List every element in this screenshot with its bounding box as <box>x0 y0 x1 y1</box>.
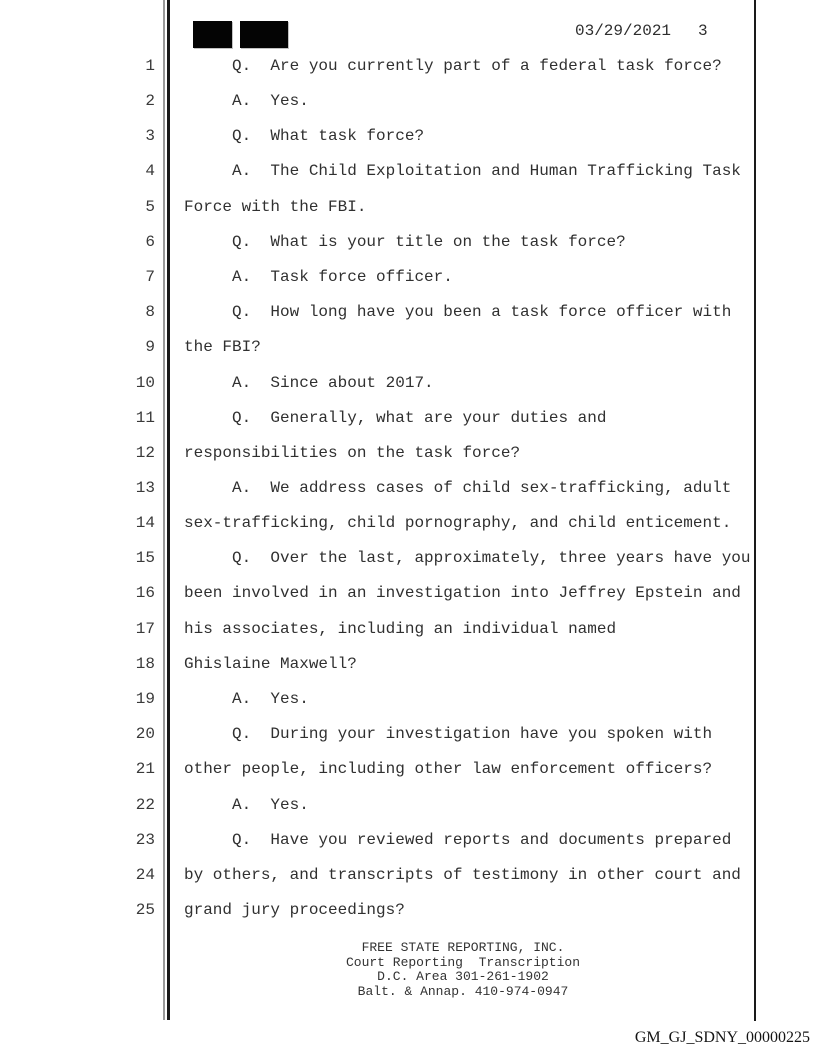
transcript-line: Q. Have you reviewed reports and documents prepared <box>184 831 732 849</box>
transcript-row <box>0 584 816 602</box>
transcript-line: A. Yes. <box>184 92 309 110</box>
transcript-line: sex-trafficking, child pornography, and child enticement. <box>184 514 732 532</box>
transcript-line: A. We address cases of child sex-trafficking, adult <box>184 479 732 497</box>
header-page-number: 3 <box>698 22 708 40</box>
transcript-line: grand jury proceedings? <box>184 901 405 919</box>
transcript-line: Force with the FBI. <box>184 198 367 216</box>
reporter-footer-service: Court Reporting Transcription <box>345 954 581 970</box>
transcript-line: the FBI? <box>184 338 261 356</box>
transcript-line: Q. Over the last, approximately, three years have you <box>184 549 751 567</box>
transcript-line: been involved in an investigation into Jeffrey Epstein and <box>184 584 741 602</box>
line-number: 12 <box>135 444 155 462</box>
transcript-row <box>0 514 816 532</box>
transcript-line: A. The Child Exploitation and Human Trafficking Task <box>184 162 741 180</box>
line-number: 15 <box>135 549 155 567</box>
transcript-line: A. Since about 2017. <box>184 374 434 392</box>
reporter-footer-phone-dc: D.C. Area 301-261-1902 <box>377 969 549 985</box>
transcript-line: A. Yes. <box>184 796 309 814</box>
transcript-row <box>0 374 816 392</box>
transcript-line: Q. What is your title on the task force? <box>184 233 626 251</box>
redaction-box <box>240 21 288 48</box>
header-date: 03/29/2021 <box>575 22 672 40</box>
transcript-line: other people, including other law enforcement officers? <box>184 760 713 778</box>
line-number: 2 <box>145 92 155 110</box>
line-number: 3 <box>145 127 155 145</box>
line-number: 23 <box>135 831 155 849</box>
transcript-line: by others, and transcripts of testimony in other court and <box>184 866 741 884</box>
transcript-row <box>0 901 816 919</box>
transcript-row <box>0 725 816 743</box>
transcript-line: A. Task force officer. <box>184 268 453 286</box>
line-number: 20 <box>135 725 155 743</box>
line-number: 6 <box>145 233 155 251</box>
transcript-row <box>0 57 816 75</box>
transcript-row <box>0 162 816 180</box>
line-number: 19 <box>135 690 155 708</box>
transcript-row <box>0 444 816 462</box>
line-number: 18 <box>135 655 155 673</box>
transcript-row <box>0 233 816 251</box>
line-number: 9 <box>145 338 155 356</box>
line-number: 24 <box>135 866 155 884</box>
transcript-row <box>0 655 816 673</box>
transcript-row <box>0 198 816 216</box>
transcript-line: Q. Generally, what are your duties and <box>184 409 607 427</box>
line-number: 4 <box>145 162 155 180</box>
transcript-line: Q. Are you currently part of a federal task force? <box>184 57 722 75</box>
transcript-line: Q. What task force? <box>184 127 425 145</box>
transcript-row <box>0 92 816 110</box>
redaction-box <box>193 21 232 48</box>
reporter-footer-name: FREE STATE REPORTING, INC. <box>361 940 565 955</box>
transcript-row <box>0 338 816 356</box>
transcript-line: Q. How long have you been a task force officer with <box>184 303 732 321</box>
line-number: 13 <box>135 479 155 497</box>
line-number: 10 <box>135 374 155 392</box>
line-number: 21 <box>135 760 155 778</box>
transcript-line: Ghislaine Maxwell? <box>184 655 357 673</box>
line-number: 7 <box>145 268 155 286</box>
transcript-row <box>0 479 816 497</box>
line-number: 5 <box>145 198 155 216</box>
transcript-row <box>0 760 816 778</box>
reporter-footer-phone-balt: Balt. & Annap. 410-974-0947 <box>357 983 569 999</box>
line-number: 25 <box>135 901 155 919</box>
transcript-line: his associates, including an individual named <box>184 620 617 638</box>
transcript-row <box>0 831 816 849</box>
line-number: 8 <box>145 303 155 321</box>
line-number: 1 <box>145 57 155 75</box>
transcript-row <box>0 549 816 567</box>
transcript-row <box>0 127 816 145</box>
transcript-line: A. Yes. <box>184 690 309 708</box>
line-number: 11 <box>135 409 155 427</box>
line-number: 16 <box>135 584 155 602</box>
line-number: 14 <box>135 514 155 532</box>
transcript-row <box>0 620 816 638</box>
transcript-row <box>0 866 816 884</box>
transcript-row <box>0 409 816 427</box>
transcript-line: Q. During your investigation have you spoken with <box>184 725 713 743</box>
line-number: 17 <box>135 620 155 638</box>
line-number: 22 <box>135 796 155 814</box>
header-date-line <box>575 22 708 40</box>
transcript-line: responsibilities on the task force? <box>184 444 521 462</box>
transcript-row <box>0 690 816 708</box>
transcript-row <box>0 303 816 321</box>
transcript-row <box>0 268 816 286</box>
transcript-row <box>0 796 816 814</box>
bates-number: GM_GJ_SDNY_00000225 <box>634 1029 810 1046</box>
reporter-footer <box>184 941 742 999</box>
